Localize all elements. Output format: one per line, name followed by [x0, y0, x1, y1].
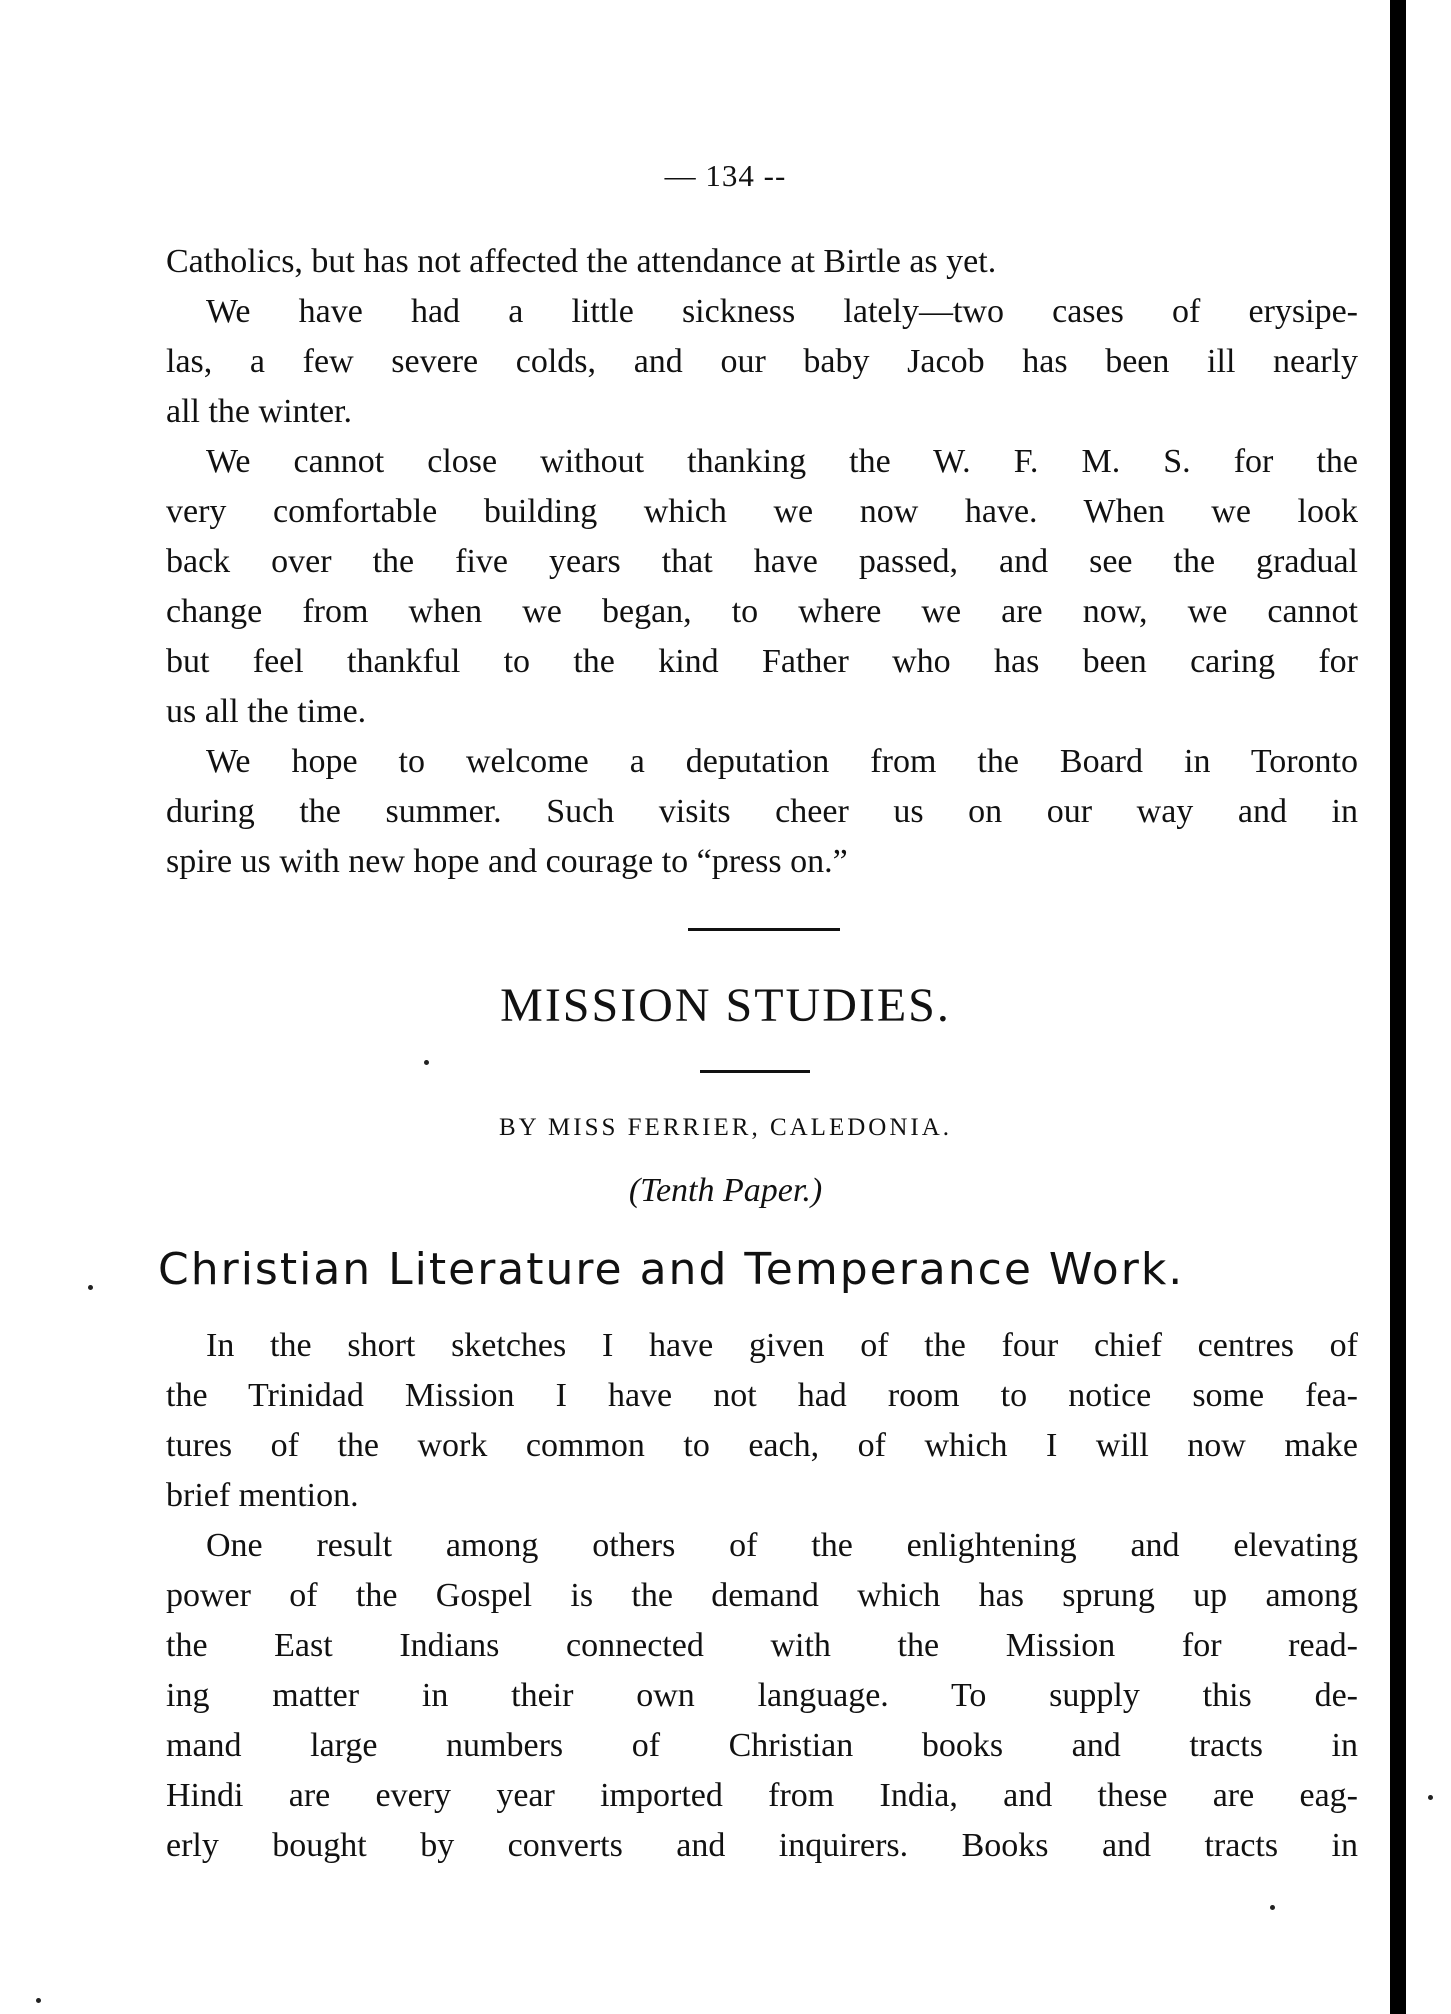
text-line: Catholics, but has not affected the attendance at Birtle as yet. — [166, 243, 997, 280]
ink-speck — [424, 1060, 429, 1065]
text-line: ing matter in their own language. To supply this de- — [166, 1677, 1358, 1714]
page-number: — 134 -- — [664, 158, 787, 193]
text-line: but feel thankful to the kind Father who has been caring for — [166, 643, 1358, 680]
text-line: Hindi are every year imported from India, and these are eag- — [166, 1777, 1358, 1814]
page-edge-shadow — [1390, 0, 1406, 2014]
text-line: very comfortable building which we now have. When we look — [166, 493, 1358, 530]
text-line: We cannot close without thanking the W. F. M. S. for the — [206, 443, 1358, 480]
text-line: erly bought by converts and inquirers. Books and tracts in — [166, 1827, 1358, 1864]
text-line: power of the Gospel is the demand which has sprung up among — [166, 1577, 1358, 1614]
paragraph — [166, 237, 1358, 287]
text-line: during the summer. Such visits cheer us on our way and in — [166, 793, 1358, 830]
byline: BY MISS FERRIER, CALEDONIA. — [498, 1114, 953, 1141]
text-line: spire us with new hope and courage to “press on.” — [166, 843, 848, 880]
text-line: One result among others of the enlightening and elevating — [206, 1527, 1358, 1564]
text-line: We hope to welcome a deputation from the Board in Toronto — [206, 743, 1358, 780]
text-line: back over the five years that have passed, and see the gradual — [166, 543, 1358, 580]
text-line: brief mention. — [166, 1477, 359, 1514]
ink-speck — [1270, 1905, 1275, 1910]
article-heading: Christian Literature and Temperance Work. — [158, 1244, 1185, 1295]
text-line: change from when we began, to where we are now, we cannot — [166, 593, 1358, 630]
text-line: In the short sketches I have given of the four chief centres of — [206, 1327, 1358, 1364]
section-title: MISSION STUDIES. — [500, 979, 951, 1032]
subtitle — [0, 1172, 1451, 1210]
paragraph — [166, 737, 1358, 887]
text-line: the East Indians connected with the Mission for read- — [166, 1627, 1358, 1664]
paragraph — [166, 1321, 1358, 1521]
text-line: all the winter. — [166, 393, 353, 430]
subtitle-text: (Tenth Paper.) — [628, 1172, 823, 1209]
ink-speck — [1428, 1795, 1433, 1800]
paragraph — [166, 437, 1358, 737]
text-line: the Trinidad Mission I have not had room to notice some fea- — [166, 1377, 1358, 1414]
text-line: mand large numbers of Christian books and tracts in — [166, 1727, 1358, 1764]
paragraph — [166, 1521, 1358, 1871]
text-line: We have had a little sickness lately—two cases of erysipe- — [206, 293, 1358, 330]
ink-speck — [88, 1285, 93, 1290]
paragraph — [166, 287, 1358, 437]
ink-speck — [36, 1998, 41, 2003]
text-line: las, a few severe colds, and our baby Jacob has been ill nearly — [166, 343, 1358, 380]
section-divider — [688, 928, 840, 931]
text-line: us all the time. — [166, 693, 367, 730]
title-underline — [700, 1070, 810, 1073]
text-line: tures of the work common to each, of which I will now make — [166, 1427, 1358, 1464]
